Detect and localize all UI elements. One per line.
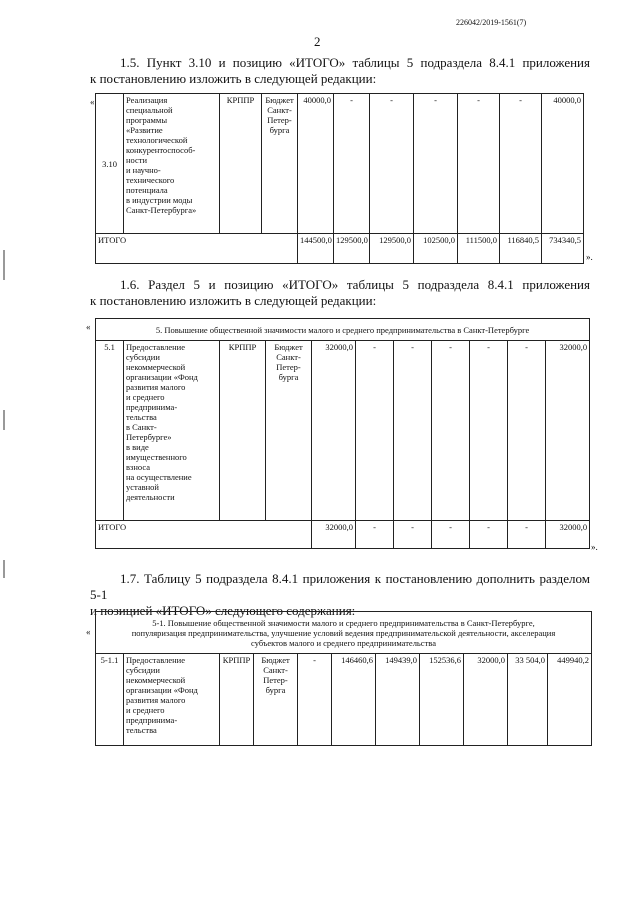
total-value: 129500,0 [370,234,414,264]
value-cell: 32000,0 [464,654,508,746]
total-value: - [508,521,546,549]
section-header-line: популяризация предпринимательства, улучшение условий ведения предпринимательской деятельности, акселерация [131,627,556,638]
total-value: - [432,521,470,549]
value-cell: - [470,341,508,521]
section-header-row [96,612,592,654]
open-quote: « [86,322,91,332]
value-cell: - [298,654,332,746]
paragraph-1-6 [90,277,590,309]
paragraph-line: 1.7. Таблицу 5 подраздела 8.4.1 приложения к постановлению дополнить разделом 5-1 [90,571,590,602]
table-3 [95,611,592,746]
table-row [96,654,592,746]
row-source: Бюджет Санкт- Петер- бурга [254,654,298,746]
total-label: ИТОГО [96,521,312,549]
total-value: 32000,0 [312,521,356,549]
total-value: - [470,521,508,549]
section-header [96,612,592,654]
total-value: 111500,0 [458,234,500,264]
row-number: 3.10 [96,94,124,234]
scan-mark [3,410,5,430]
open-quote: « [90,97,95,107]
total-value: - [394,521,432,549]
value-cell: - [394,341,432,521]
total-value: 102500,0 [414,234,458,264]
value-cell: 146460,6 [332,654,376,746]
page-number: 2 [314,34,321,49]
value-cell: - [370,94,414,234]
total-value: - [356,521,394,549]
row-source: Бюджет Санкт- Петер- бурга [262,94,298,234]
value-cell: - [508,341,546,521]
total-value: 144500,0 [298,234,334,264]
value-cell: 32000,0 [546,341,590,521]
row-source: Бюджет Санкт- Петер- бурга [266,341,312,521]
value-cell: - [458,94,500,234]
total-value: 32000,0 [546,521,590,549]
value-cell: 33 504,0 [508,654,548,746]
row-org: КРППР [220,341,266,521]
value-cell: 149439,0 [376,654,420,746]
value-cell: - [356,341,394,521]
row-name: Предоставление субсидии некоммерческой организации «Фонд развития малого и среднего предпринима- тельства в Санкт- Петербурге» в виде имущественного взноса на осуществление уставной деятельности [124,341,220,521]
value-cell: 449940,2 [548,654,592,746]
table-1 [95,93,584,264]
row-org: КРППР [220,94,262,234]
section-header-line: 5-1. Повышение общественной значимости малого и среднего предпринимательства в Санкт-Петербурге, [152,617,535,628]
table-row [96,341,590,521]
value-cell: - [500,94,542,234]
total-value: 734340,5 [542,234,584,264]
total-row [96,234,584,264]
row-name: Предоставление субсидии некоммерческой организации «Фонд развития малого и среднего предпринима- тельства [124,654,220,746]
value-cell: 152536,6 [420,654,464,746]
total-value: 129500,0 [334,234,370,264]
value-cell: 40000,0 [298,94,334,234]
paragraph-line: к постановлению изложить в следующей редакции: [90,293,377,308]
scan-mark [3,250,5,280]
section-header-line: субъектов малого и среднего предпринимательства [251,637,436,648]
row-number: 5-1.1 [96,654,124,746]
close-quote: ». [586,252,593,262]
row-number: 5.1 [96,341,124,521]
document-number: 226042/2019-1561(7) [456,18,527,27]
section-header-row [96,319,590,341]
total-label: ИТОГО [96,234,298,264]
value-cell: - [414,94,458,234]
paragraph-line: к постановлению изложить в следующей редакции: [90,71,377,86]
value-cell: - [334,94,370,234]
value-cell: 32000,0 [312,341,356,521]
row-name: Реализация специальной программы «Развитие технологической конкурентоспособ- ности и научно- технического потенциала в индустрии моды Санкт-Петербурга» [124,94,220,234]
paragraph-line: и позицией «ИТОГО» следующего содержания: [90,603,356,618]
table-2 [95,318,590,549]
total-value: 116840,5 [500,234,542,264]
value-cell: 40000,0 [542,94,584,234]
paragraph-line: 1.6. Раздел 5 и позицию «ИТОГО» таблицы 5 подраздела 8.4.1 приложения [120,277,590,292]
table-row [96,94,584,234]
paragraph-1-5 [90,55,590,87]
close-quote: ». [591,542,598,552]
paragraph-line: 1.5. Пункт 3.10 и позицию «ИТОГО» таблицы 5 подраздела 8.4.1 приложения [120,55,590,70]
open-quote: « [86,627,91,637]
scan-mark [3,560,5,578]
total-row [96,521,590,549]
row-org: КРППР [220,654,254,746]
section-header: 5. Повышение общественной значимости малого и среднего предпринимательства в Санкт-Петербурге [96,319,590,341]
value-cell: - [432,341,470,521]
